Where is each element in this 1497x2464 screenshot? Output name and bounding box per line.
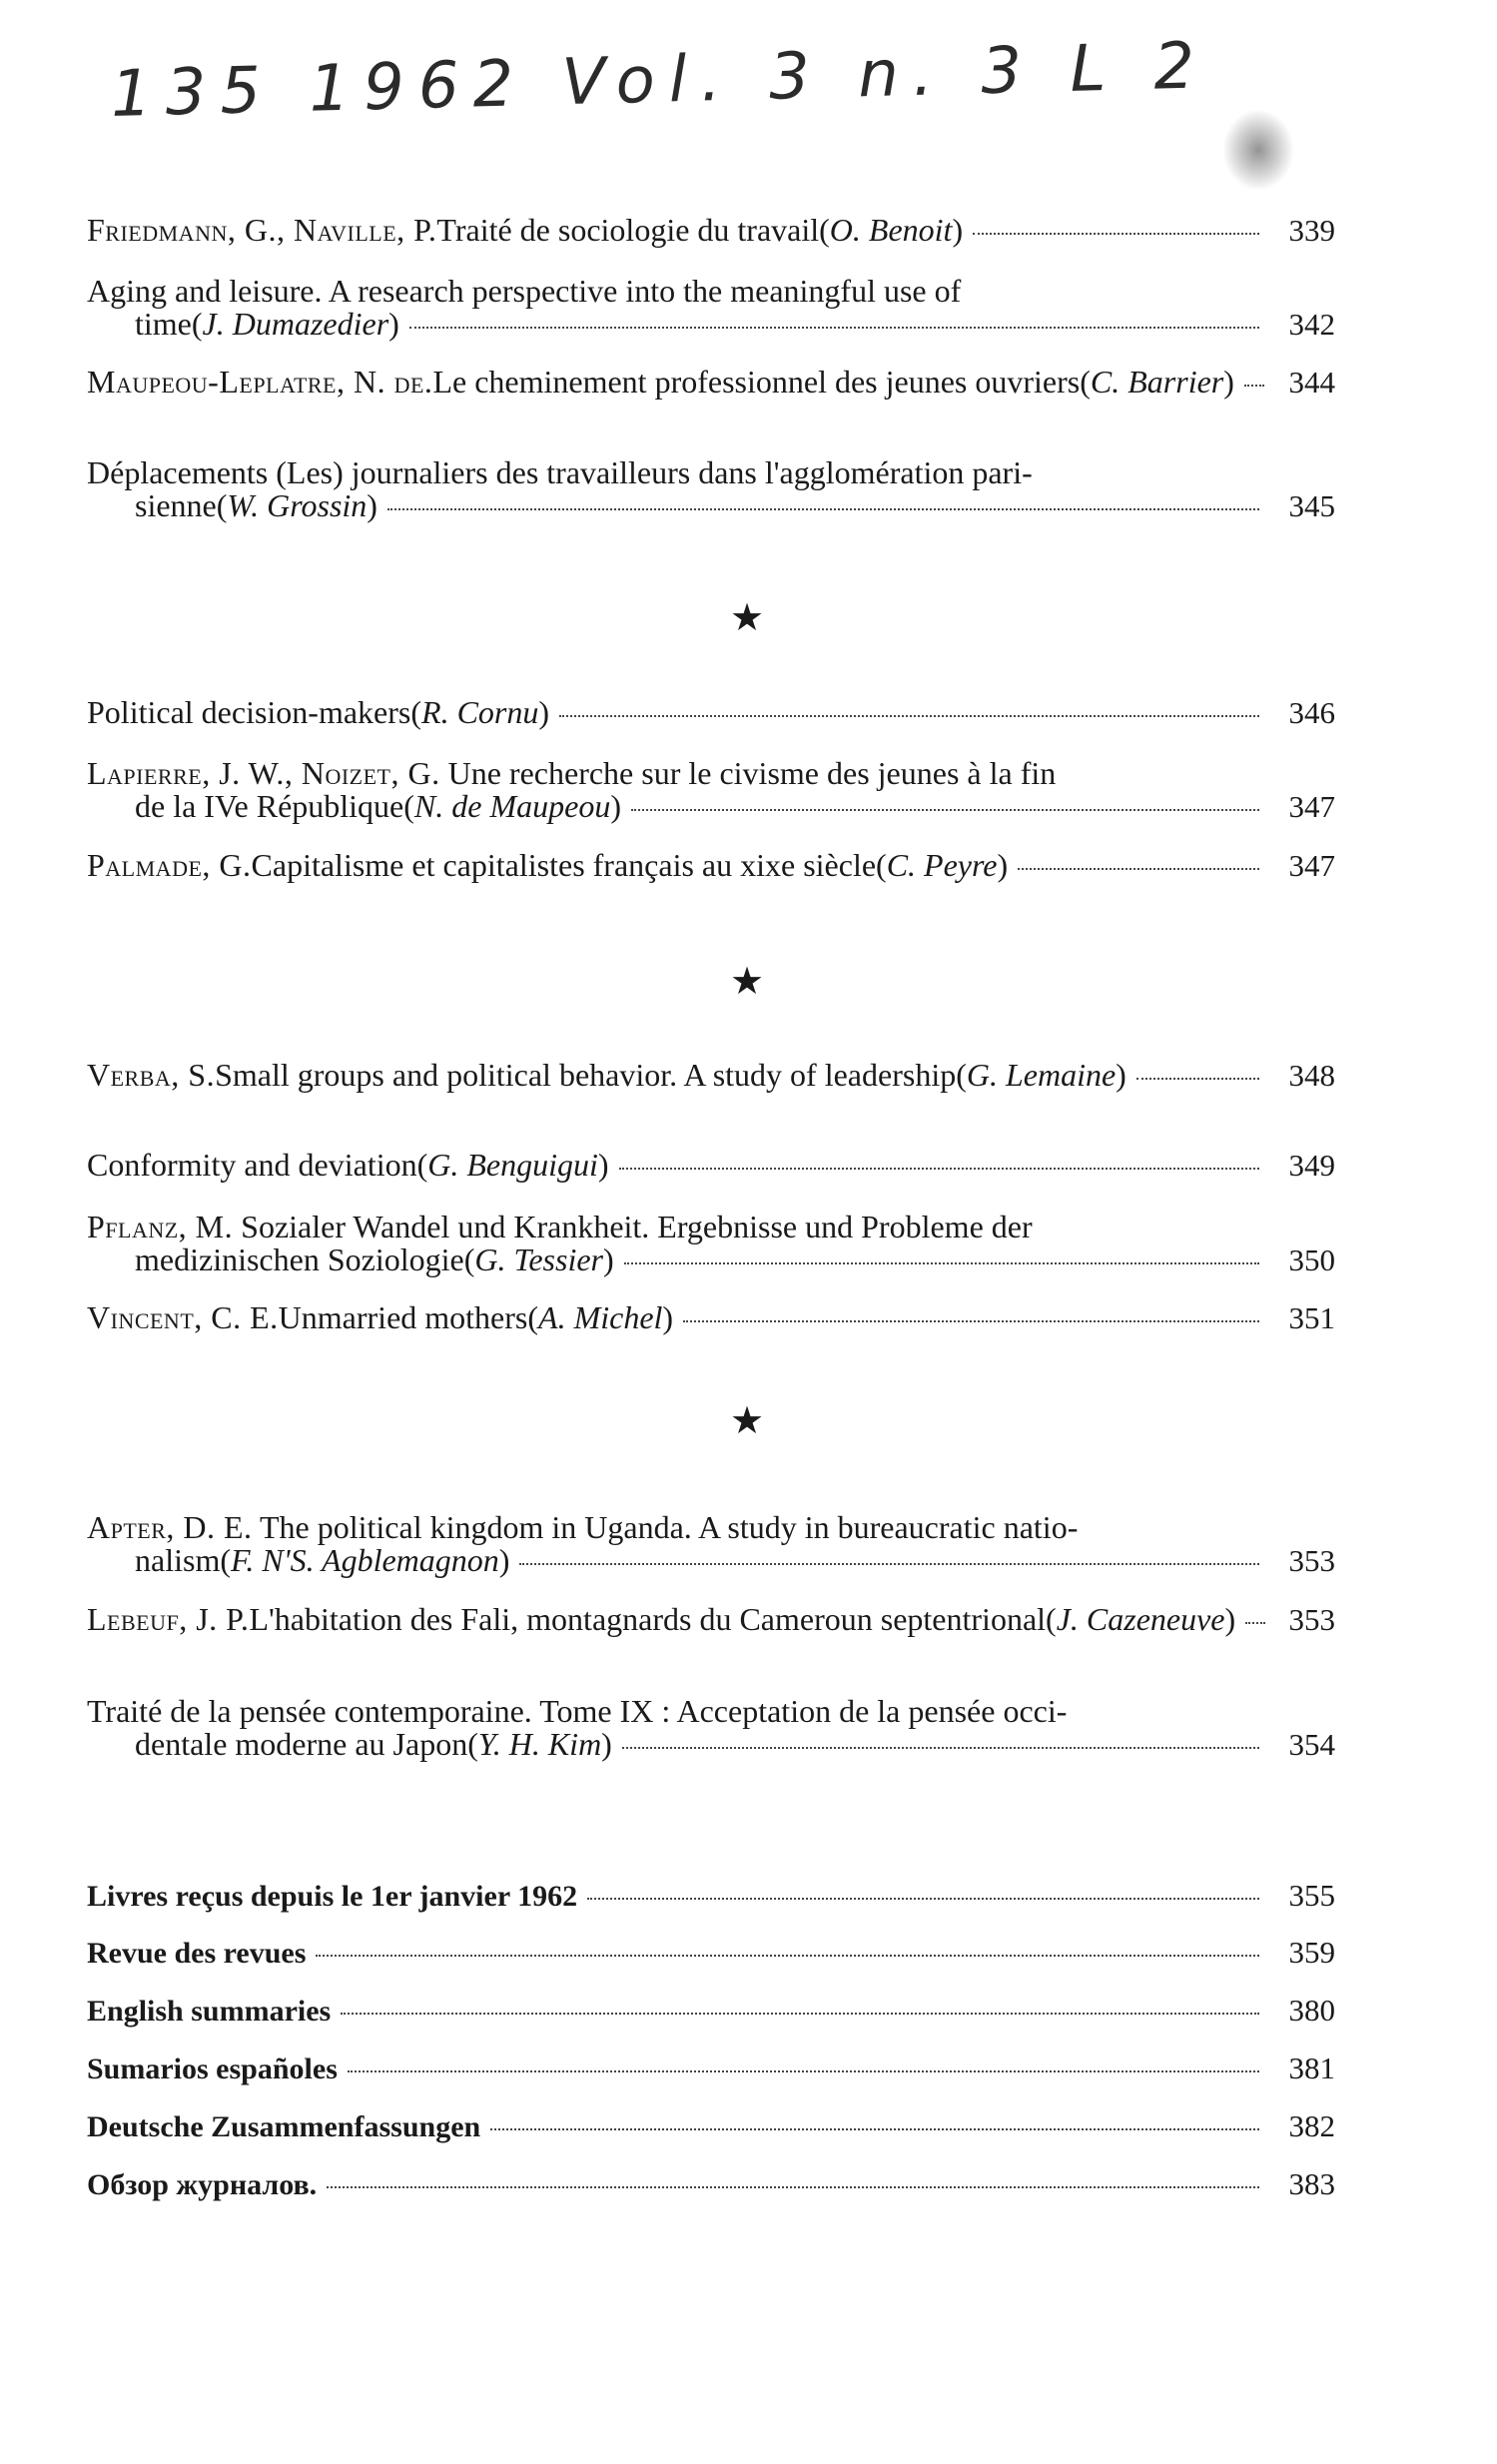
entry-title-continued: sienne <box>135 487 217 523</box>
dot-leader <box>490 2128 1259 2130</box>
entry-title: Conformity and deviation <box>87 1147 417 1183</box>
dot-leader <box>622 1747 1259 1749</box>
handwritten-shelf-note: 135 1962 Vol. 3 n. 3 L 2 <box>110 29 1210 132</box>
entry-line <box>87 1511 1335 1544</box>
entry-line-continued: sienne ( W. Grossin ) 345 <box>135 487 1335 523</box>
toc-entry[interactable] <box>87 849 1335 882</box>
toc-entry[interactable] <box>87 1059 1335 1092</box>
entry-reviewer: W. Grossin <box>227 487 368 523</box>
entry-author: Verba, S. <box>87 1057 216 1093</box>
entry-line: Palmade, G. Capitalisme et capitalistes français au xixe siècle ( C. Peyre ) 347 <box>87 847 1335 883</box>
toc-entry[interactable] <box>87 456 1335 522</box>
dot-leader <box>1136 1078 1259 1080</box>
entry-title: Traité de la pensée contemporaine. Tome IX : Acceptation de la pensée occi- <box>87 1693 1068 1729</box>
entry-page-number: 353 <box>1288 1602 1335 1637</box>
entry-line: Verba, S. Small groups and political behavior. A study of leadership ( G. Lemaine ) 348 <box>87 1057 1335 1093</box>
toc-section-entry[interactable] <box>87 2108 1335 2144</box>
entry-title: Aging and leisure. A research perspective into the meaningful use of <box>87 273 962 309</box>
entry-title: Le cheminement professionnel des jeunes ouvriers <box>432 364 1081 400</box>
toc-entry[interactable] <box>87 757 1335 823</box>
section-label: English summaries <box>87 1995 332 2028</box>
entry-title: Sozialer Wandel und Krankheit. Ergebnisse und Probleme der <box>241 1209 1033 1244</box>
entry-title: The political kingdom in Uganda. A study in bureaucratic natio- <box>259 1509 1079 1545</box>
toc-section-entry[interactable] <box>87 1935 1335 1971</box>
entry-line-continued: nalism ( F. N'S. Agblemagnon ) 353 <box>135 1542 1335 1578</box>
dot-leader <box>519 1563 1259 1565</box>
entry-line-continued: dentale moderne au Japon ( Y. H. Kim ) 354 <box>135 1726 1335 1762</box>
section-page-number: 359 <box>1288 1935 1335 1970</box>
entry-line: Maupeou-Leplatre, N. de. Le cheminement professionnel des jeunes ouvriers ( C. Barrier ) 344 <box>87 364 1335 400</box>
entry-author: Lapierre, J. W., Noizet, G. <box>87 755 440 791</box>
entry-line: Friedmann, G., Naville, P. Traité de sociologie du travail ( O. Benoit ) 339 <box>87 212 1335 248</box>
entry-author: Maupeou-Leplatre, N. de. <box>87 364 433 400</box>
section-page-number: 380 <box>1288 1993 1335 2028</box>
dot-leader <box>624 1262 1259 1264</box>
entry-reviewer: Y. H. Kim <box>477 1726 602 1762</box>
toc-entry[interactable] <box>87 1149 1335 1182</box>
entry-author: Palmade, G. <box>87 847 252 883</box>
dot-leader <box>348 2070 1259 2072</box>
entry-reviewer: G. Benguigui <box>427 1147 598 1183</box>
entry-author: Pflanz, M. <box>87 1209 234 1244</box>
entry-page-number: 347 <box>1288 848 1335 883</box>
section-label: Deutsche Zusammenfassungen <box>87 2110 481 2143</box>
entry-title-continued: dentale moderne au Japon <box>135 1726 468 1762</box>
entry-reviewer: J. Dumazedier <box>202 306 389 342</box>
entry-page-number: 349 <box>1288 1148 1335 1183</box>
toc-entry[interactable] <box>87 1695 1335 1761</box>
entry-page-number: 354 <box>1288 1727 1335 1762</box>
dot-leader <box>1245 1622 1265 1624</box>
toc-entry[interactable] <box>87 1301 1335 1334</box>
entry-title: Déplacements (Les) journaliers des travailleurs dans l'agglomération pari- <box>87 454 1033 490</box>
dot-leader <box>973 233 1259 235</box>
entry-page-number: 348 <box>1288 1058 1335 1093</box>
section-star-separator: ★ <box>729 959 765 1003</box>
entry-title-continued: de la IVe République <box>135 788 404 824</box>
dot-leader <box>341 2013 1259 2015</box>
section-star-separator: ★ <box>729 1398 765 1442</box>
entry-author: Lebeuf, J. P. <box>87 1601 250 1637</box>
dot-leader <box>1018 868 1259 870</box>
toc-section-entry[interactable] <box>87 1878 1335 1914</box>
entry-page-number: 353 <box>1288 1543 1335 1578</box>
entry-author: Vincent, C. E. <box>87 1299 279 1335</box>
toc-entry[interactable] <box>87 214 1335 247</box>
entry-title-continued: nalism <box>135 1542 221 1578</box>
entry-reviewer: C. Barrier <box>1090 364 1224 400</box>
entry-page-number: 345 <box>1288 488 1335 523</box>
entry-author: Apter, D. E. <box>87 1509 253 1545</box>
section-page-number: 381 <box>1288 2051 1335 2085</box>
section-label: Revue des revues <box>87 1937 307 1970</box>
entry-title: Capitalisme et capitalistes français au xixe siècle <box>251 847 877 883</box>
toc-entry[interactable] <box>87 1211 1335 1276</box>
entry-page-number: 344 <box>1288 365 1335 400</box>
entry-reviewer: A. Michel <box>538 1299 663 1335</box>
section-page-number: 383 <box>1288 2166 1335 2201</box>
ink-smudge <box>1223 110 1293 190</box>
dot-leader <box>631 809 1259 811</box>
entry-line <box>87 757 1335 790</box>
entry-reviewer: J. Cazeneuve <box>1056 1601 1225 1637</box>
toc-entry[interactable] <box>87 366 1335 399</box>
entry-title: Small groups and political behavior. A study of leadership <box>215 1057 957 1093</box>
entry-line: Vincent, C. E. Unmarried mothers ( A. Michel ) 351 <box>87 1299 1335 1335</box>
toc-section-entry[interactable] <box>87 2166 1335 2202</box>
entry-title-continued: time <box>135 306 192 342</box>
entry-page-number: 339 <box>1288 213 1335 248</box>
entry-title: Une recherche sur le civisme des jeunes à la fin <box>447 755 1057 791</box>
entry-title-continued: medizinischen Soziologie <box>135 1241 464 1277</box>
entry-line: Conformity and deviation ( G. Benguigui ) 349 <box>87 1147 1335 1183</box>
entry-reviewer: N. de Maupeou <box>413 788 611 824</box>
entry-line: Political decision-makers ( R. Cornu ) 346 <box>87 694 1335 730</box>
entry-reviewer: G. Tessier <box>474 1241 603 1277</box>
dot-leader <box>316 1955 1259 1957</box>
entry-reviewer: C. Peyre <box>886 847 998 883</box>
entry-author: Friedmann, G., Naville, P. <box>87 212 437 248</box>
toc-entry[interactable] <box>87 696 1335 729</box>
entry-line: Lebeuf, J. P. L'habitation des Fali, montagnards du Cameroun septentrional ( J. Cazeneuve ) 353 <box>87 1601 1335 1637</box>
section-star-separator: ★ <box>729 595 765 639</box>
entry-page-number: 342 <box>1288 307 1335 342</box>
entry-page-number: 350 <box>1288 1242 1335 1277</box>
dot-leader <box>683 1320 1259 1322</box>
dot-leader <box>587 1898 1259 1900</box>
entry-title: Unmarried mothers <box>278 1299 528 1335</box>
entry-line <box>87 1211 1335 1243</box>
entry-reviewer: F. N'S. Agblemagnon <box>230 1542 499 1578</box>
dot-leader <box>327 2186 1259 2188</box>
section-label: Sumarios españoles <box>87 2053 338 2085</box>
entry-reviewer: O. Benoit <box>829 212 953 248</box>
entry-page-number: 346 <box>1288 695 1335 730</box>
entry-title: Traité de sociologie du travail <box>436 212 820 248</box>
dot-leader <box>1244 385 1264 387</box>
dot-leader <box>409 327 1259 329</box>
section-page-number: 382 <box>1288 2108 1335 2143</box>
entry-reviewer: G. Lemaine <box>966 1057 1117 1093</box>
toc-entry[interactable] <box>87 275 1335 341</box>
entry-line <box>87 275 1335 308</box>
toc-entry[interactable] <box>87 1603 1335 1636</box>
section-label: Обзор журналов. <box>87 2168 318 2201</box>
entry-title: L'habitation des Fali, montagnards du Cameroun septentrional <box>249 1601 1047 1637</box>
entry-page-number: 351 <box>1288 1300 1335 1335</box>
entry-line <box>87 1695 1335 1728</box>
toc-section-entry[interactable] <box>87 1993 1335 2029</box>
entry-line-continued: de la IVe République ( N. de Maupeou ) 347 <box>135 788 1335 824</box>
entry-title: Political decision-makers <box>87 694 411 730</box>
toc-entry[interactable] <box>87 1511 1335 1577</box>
toc-section-entry[interactable] <box>87 2051 1335 2086</box>
entry-line-continued: time ( J. Dumazedier ) 342 <box>135 306 1335 342</box>
entry-line <box>87 456 1335 489</box>
dot-leader <box>387 508 1259 510</box>
entry-line-continued: medizinischen Soziologie ( G. Tessier ) 350 <box>135 1241 1335 1277</box>
dot-leader <box>559 715 1259 717</box>
section-label: Livres reçus depuis le 1er janvier 1962 <box>87 1880 578 1913</box>
section-page-number: 355 <box>1288 1878 1335 1913</box>
dot-leader <box>619 1168 1259 1170</box>
entry-reviewer: R. Cornu <box>421 694 539 730</box>
entry-page-number: 347 <box>1288 789 1335 824</box>
